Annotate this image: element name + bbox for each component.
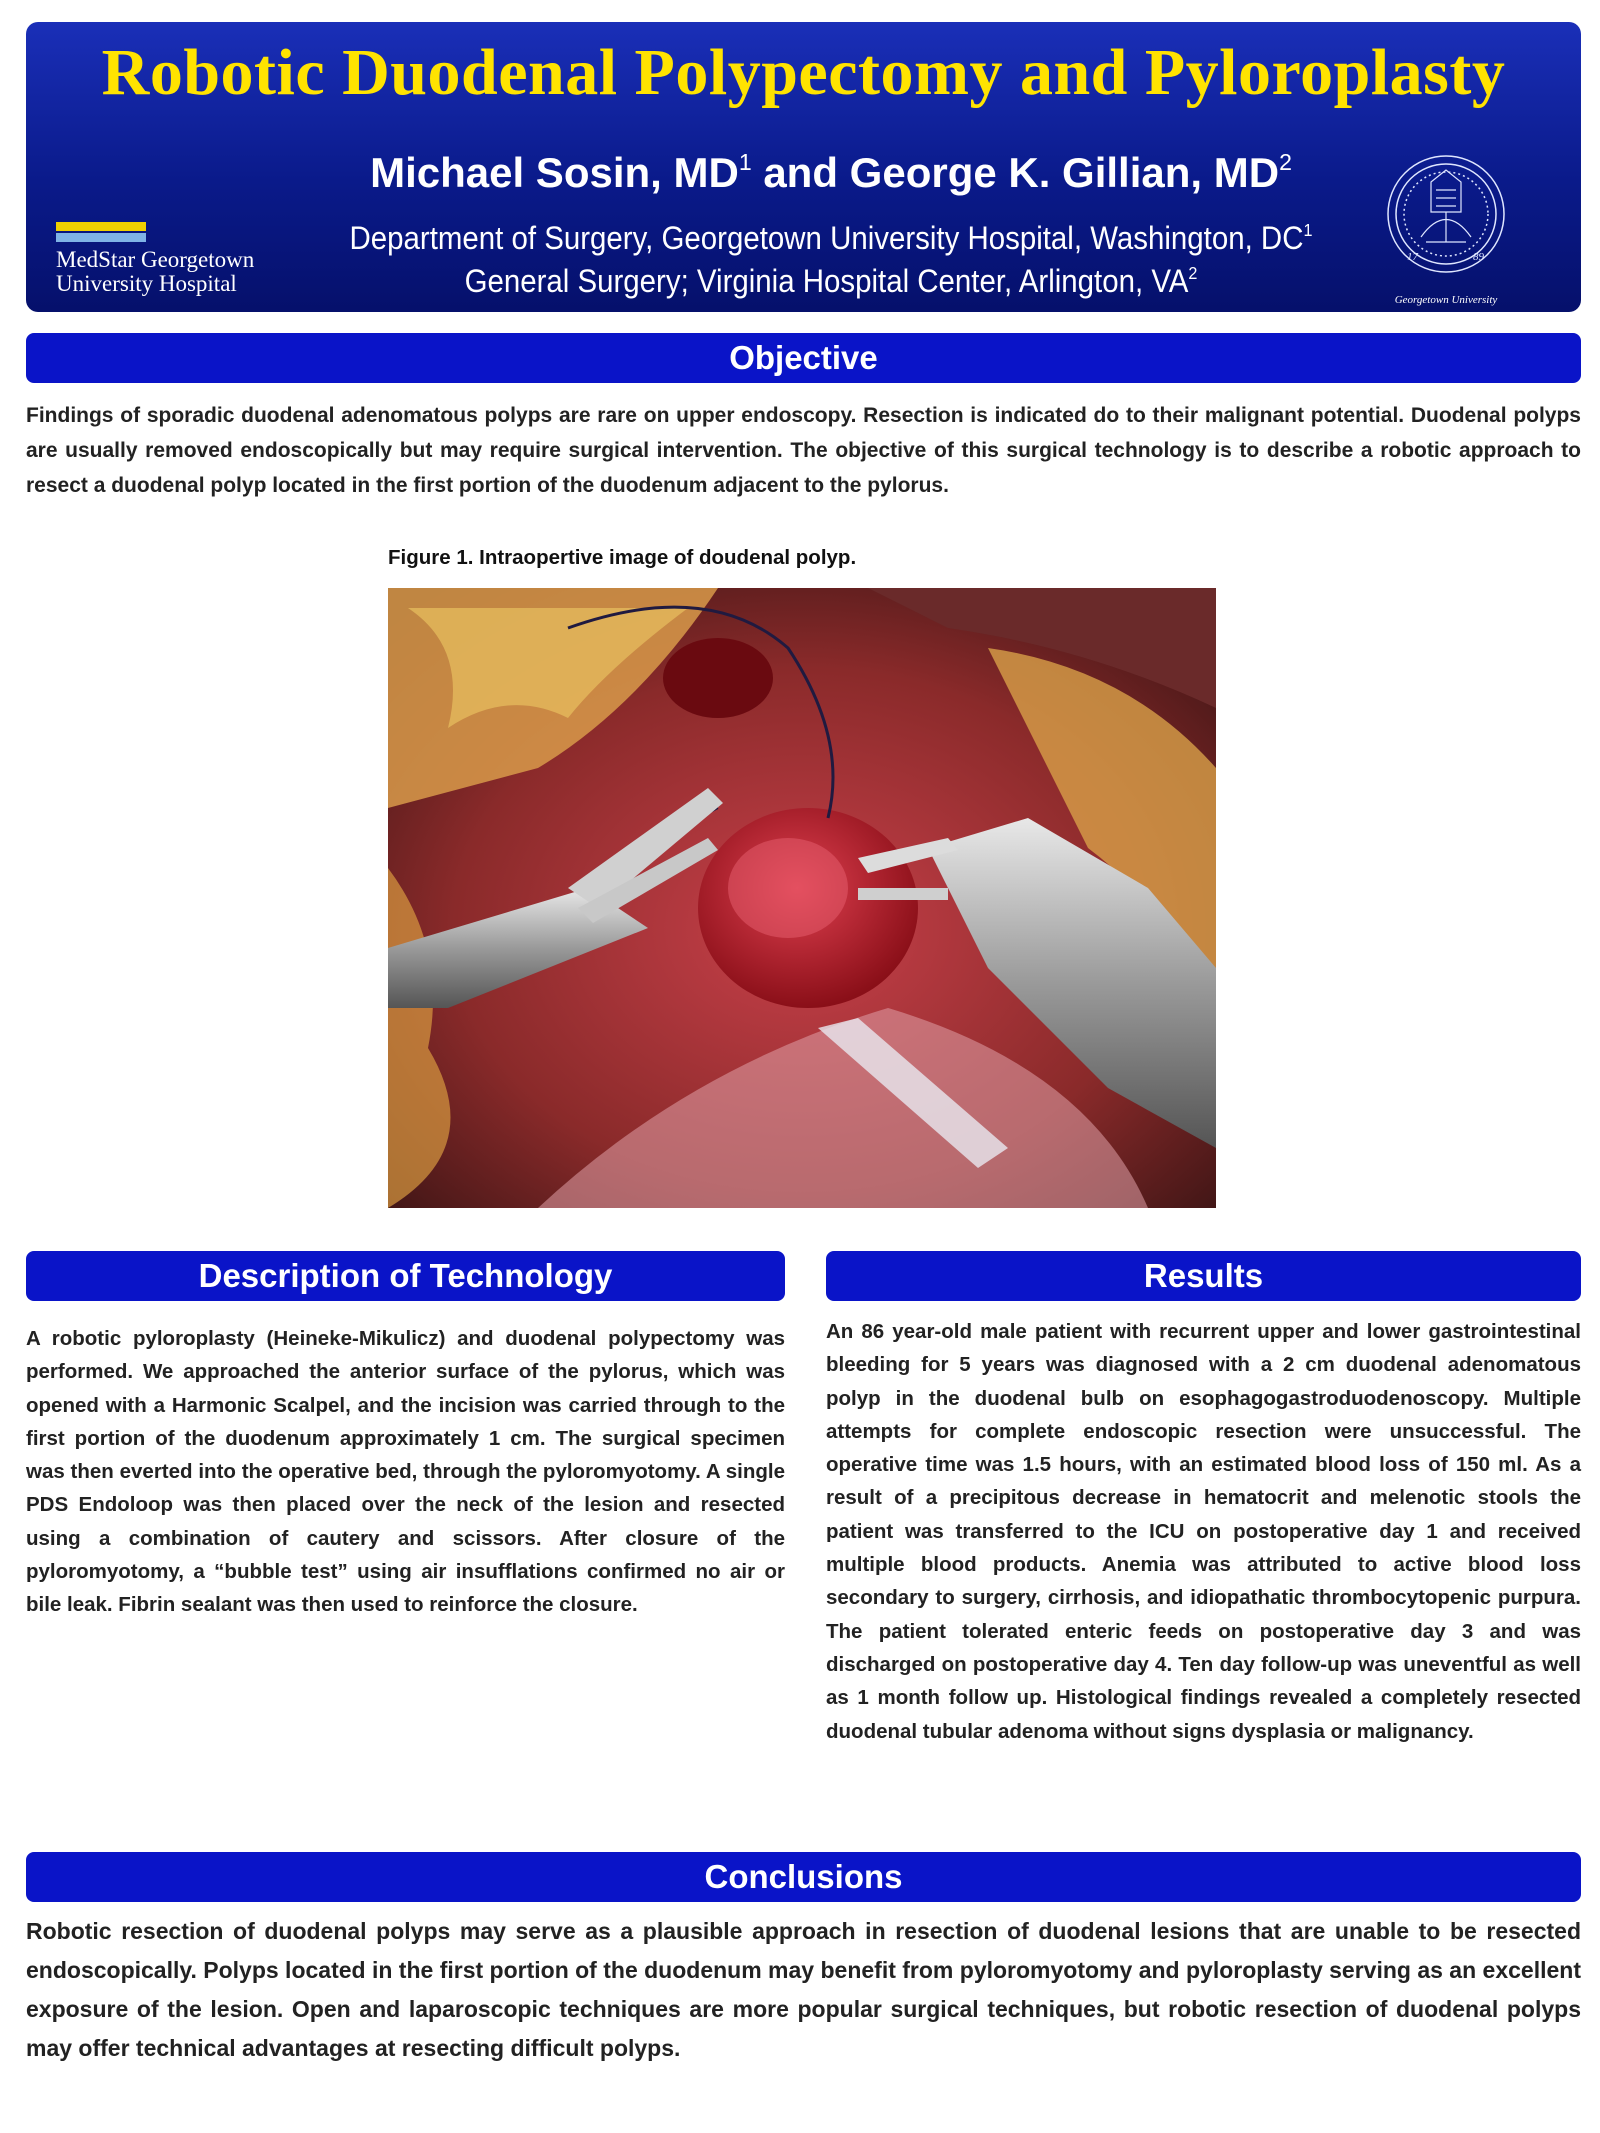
medstar-logo-line2: University Hospital [56, 271, 237, 296]
author-1: Michael Sosin, MD [370, 149, 739, 196]
university-seal-icon [1381, 142, 1511, 292]
figure-1-intraoperative-image [388, 588, 1216, 1208]
results-text: An 86 year-old male patient with recurrent upper and lower gastrointestinal bleeding for 5 years was diagnosed with a 2 cm duodenal adenomatous polyp in the duodenal bulb on esophagogastroduodenoscopy. Multiple attempts for complete endoscopic resection were unsuccessful. The operative time was 1.5 hours, with an estimated blood loss of 150 ml. As a result of a precipitous decrease in hematocrit and melenotic stools the patient was transferred to the ICU on postoperative day 1 and received multiple blood products. Anemia was attributed to active blood loss secondary to surgery, cirrhosis, and idiopathatic thrombocytopenic purpura. The patient tolerated enteric feeds on postoperative day 3 and was discharged on postoperative day 4. Ten day follow-up was uneventful as well as 1 month follow up. Histological findings revealed a completely resected duodenal tubular adenoma without signs dysplasia or malignancy. [826, 1320, 1581, 1743]
medstar-logo-line1: MedStar Georgetown [56, 247, 255, 272]
author-conjunction: and [751, 149, 850, 196]
affiliation-2-text: General Surgery; Virginia Hospital Center, Arlington, VA [464, 263, 1189, 299]
objective-text: Findings of sporadic duodenal adenomatous polyps are rare on upper endoscopy. Resection is indicated do to their malignant potential. Duodenal polyps are usually removed endoscopically but may require surgical intervention. The objective of this surgical technology is to describe a robotic approach to resect a duodenal polyp located in the first portion of the duodenum adjacent to the pylorus. [26, 404, 1581, 497]
conclusions-text: Robotic resection of duodenal polyps may serve as a plausible approach in resection of duodenal lesions that are unable to be resected endoscopically. Polyps located in the first portion of the duodenum may benefit from pyloromyotomy and pyloroplasty serving as an excellent exposure of the lesion. Open and laparoscopic techniques are more popular surgical techniques, but robotic resection of duodenal polyps may offer technical advantages at resecting difficult polyps. [26, 1918, 1581, 2061]
author-1-affil: 1 [738, 148, 752, 175]
author-2-affil: 2 [1279, 148, 1292, 175]
poster-authors [306, 148, 1356, 196]
seal-caption: Georgetown University [1394, 294, 1498, 306]
figure-1-caption: Figure 1. Intraopertive image of doudenal polyp. [388, 546, 857, 569]
description-text: A robotic pyloroplasty (Heineke-Mikulicz) and duodenal polypectomy was performed. We approached the anterior surface of the pylorus, which was opened with a Harmonic Scalpel, and the incision was carried through to the first portion of the duodenum approximately 1 cm. The surgical specimen was then everted into the operative bed, through the pyloromyotomy. A single PDS Endoloop was then placed over the neck of the lesion and resected using a combination of cautery and scissors. After closure of the pyloromyotomy, a “bubble test” using air insufflations confirmed no air or bile leak. Fibrin sealant was then used to reinforce the closure. [26, 1327, 785, 1617]
affiliation-1-text: Department of Surgery, Georgetown University Hospital, Washington, DC [349, 220, 1304, 256]
affiliation-2-sup: 2 [1188, 262, 1198, 283]
affiliation-1-sup: 1 [1303, 219, 1313, 240]
author-2: George K. Gillian, MD [849, 149, 1280, 196]
affiliation-1 [348, 219, 1314, 256]
seal-year-right: 89 [1473, 251, 1484, 263]
medstar-logo [56, 222, 296, 296]
medstar-mark-icon [56, 222, 146, 242]
conclusions-heading: Conclusions [26, 1852, 1581, 1902]
surgical-photo-icon [388, 588, 1216, 1208]
poster-title: Robotic Duodenal Polypectomy and Pyloroplasty [101, 36, 1506, 109]
description-heading: Description of Technology [26, 1251, 785, 1301]
objective-heading: Objective [26, 333, 1581, 383]
seal-year-left: 17 [1407, 251, 1418, 263]
results-heading: Results [826, 1251, 1581, 1301]
poster-header [26, 22, 1581, 312]
georgetown-seal [1381, 142, 1511, 312]
affiliation-2 [348, 262, 1314, 299]
